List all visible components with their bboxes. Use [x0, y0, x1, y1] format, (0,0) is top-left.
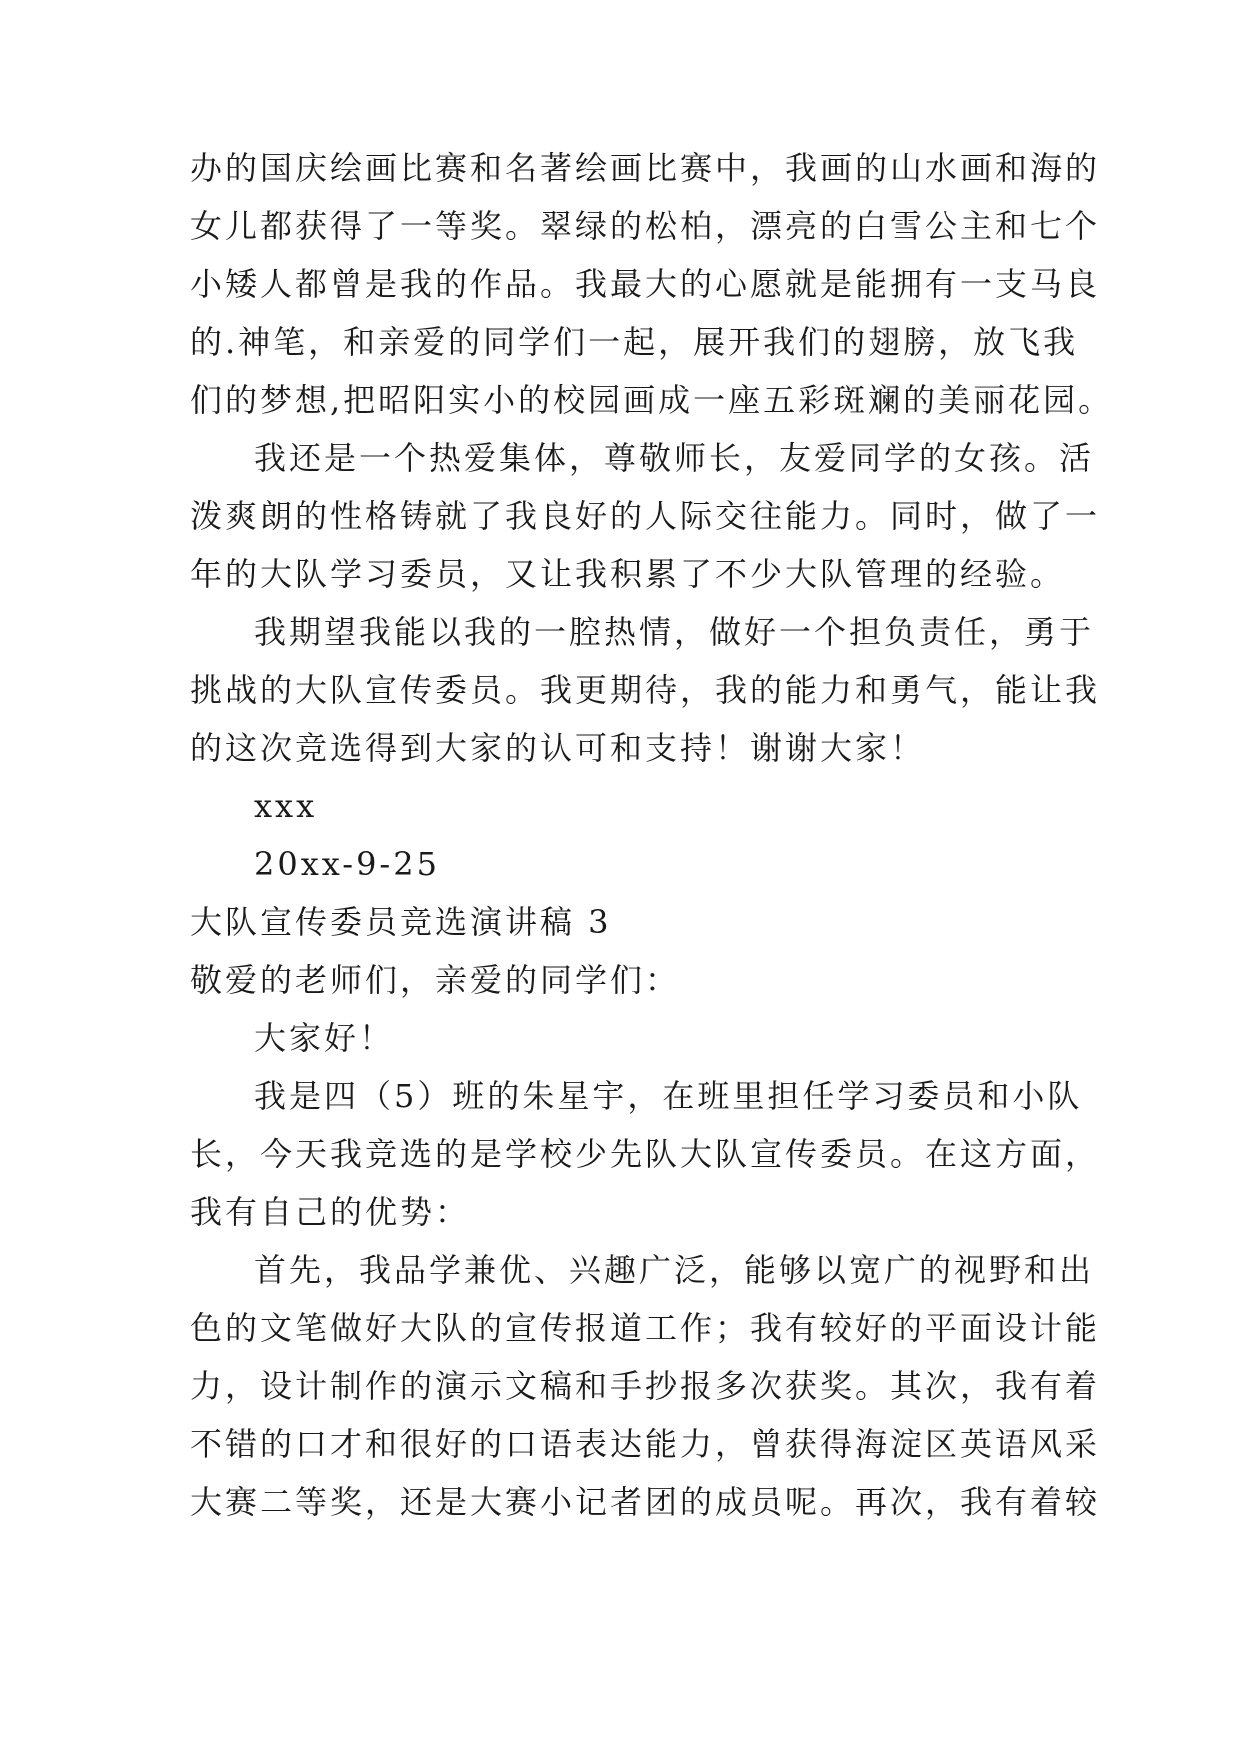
text-line: 的这次竞选得到大家的认可和支持！谢谢大家！ — [190, 729, 926, 767]
paragraph-start-line: 首先，我品学兼优、兴趣广泛，能够以宽广的视野和出 — [254, 1251, 1095, 1289]
text-line: 们的梦想,把昭阳实小的校园画成一座五彩斑斓的美丽花园。 — [190, 381, 1114, 419]
section-title: 大队宣传委员竞选演讲稿 3 — [190, 903, 612, 941]
salutation: 敬爱的老师们，亲爱的同学们： — [190, 961, 681, 999]
paragraph-start-line: 我期望我能以我的一腔热情，做好一个担负责任，勇于 — [254, 613, 1095, 651]
text-line: 不错的口才和很好的口语表达能力，曾获得海淀区英语风采 — [190, 1425, 1101, 1463]
signature-date: 20xx-9-25 — [254, 845, 440, 883]
text-line: 长，今天我竞选的是学校少先队大队宣传委员。在这方面， — [190, 1135, 1101, 1173]
text-line: 挑战的大队宣传委员。我更期待，我的能力和勇气，能让我 — [190, 671, 1101, 709]
text-line: 色的文笔做好大队的宣传报道工作；我有较好的平面设计能 — [190, 1309, 1101, 1347]
text-line: 办的国庆绘画比赛和名著绘画比赛中，我画的山水画和海的 — [190, 149, 1101, 187]
greeting: 大家好！ — [254, 1019, 395, 1057]
signature-name: xxx — [254, 787, 318, 825]
text-line: 小矮人都曾是我的作品。我最大的心愿就是能拥有一支马良 — [190, 265, 1101, 303]
text-line: 年的大队学习委员，又让我积累了不少大队管理的经验。 — [190, 555, 1066, 593]
text-line: 女儿都获得了一等奖。翠绿的松柏，漂亮的白雪公主和七个 — [190, 207, 1101, 245]
text-line: 的.神笔，和亲爱的同学们一起，展开我们的翅膀，放飞我 — [190, 323, 1079, 361]
text-line: 泼爽朗的性格铸就了我良好的人际交往能力。同时，做了一 — [190, 497, 1101, 535]
text-line: 力，设计制作的演示文稿和手抄报多次获奖。其次，我有着 — [190, 1367, 1101, 1405]
text-line: 我有自己的优势： — [190, 1193, 471, 1231]
paragraph-start-line: 我是四（5）班的朱星宇，在班里担任学习委员和小队 — [254, 1077, 1083, 1115]
paragraph-start-line: 我还是一个热爱集体，尊敬师长，友爱同学的女孩。活 — [254, 439, 1095, 477]
text-line: 大赛二等奖，还是大赛小记者团的成员呢。再次，我有着较 — [190, 1483, 1101, 1521]
